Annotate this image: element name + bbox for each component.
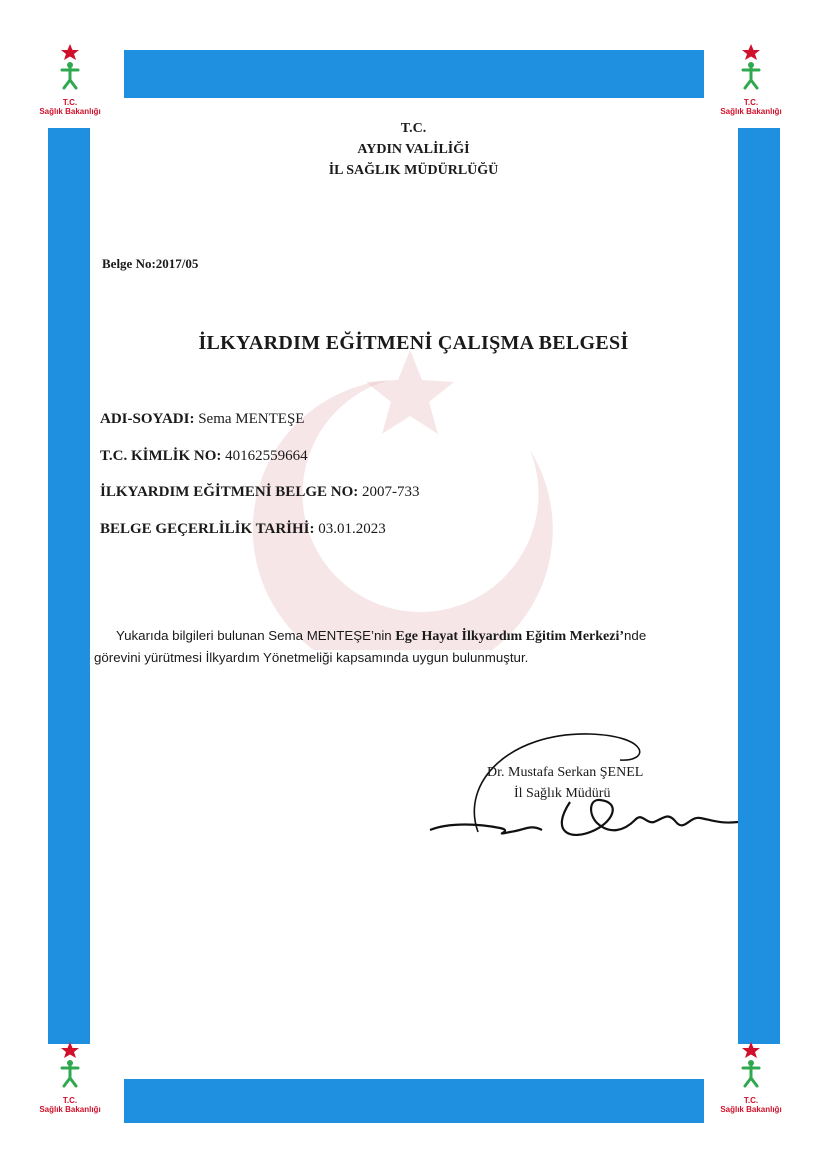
header-governorship: AYDIN VALİLİĞİ bbox=[357, 142, 470, 157]
paragraph-text-1: Yukarıda bilgileri bulunan Sema MENTEŞE’nin bbox=[116, 628, 396, 643]
ministry-emblem-icon bbox=[48, 1040, 92, 1096]
logo-text-ministry: Sağlık Bakanlığı bbox=[39, 107, 101, 116]
field-tc-id bbox=[100, 448, 308, 465]
field-validity-date-label: BELGE GEÇERLİLİK TARİHİ: bbox=[100, 521, 315, 537]
field-name-value: Sema MENTEŞE bbox=[198, 411, 305, 427]
ministry-emblem-icon bbox=[48, 42, 92, 98]
frame-bar-right bbox=[738, 128, 780, 1044]
paragraph-line-1 bbox=[94, 625, 744, 647]
frame-bar-bottom bbox=[124, 1079, 704, 1123]
field-tc-id-value: 40162559664 bbox=[225, 448, 308, 464]
logo-text-ministry: Sağlık Bakanlığı bbox=[720, 107, 782, 116]
ministry-logo-top-right bbox=[716, 42, 786, 122]
ministry-logo-bottom-right bbox=[716, 1040, 786, 1120]
ministry-logo-top-left bbox=[35, 42, 105, 122]
paragraph-center-name: Ege Hayat İlkyardım Eğitim Merkezi’ bbox=[395, 629, 625, 644]
document-title: İLKYARDIM EĞİTMENİ ÇALIŞMA BELGESİ bbox=[198, 332, 629, 354]
paragraph-line-2: görevini yürütmesi İlkyardım Yönetmeliği kapsamında uygun bulunmuştur. bbox=[94, 650, 529, 665]
issuer-header bbox=[0, 118, 827, 181]
field-certificate-no bbox=[100, 484, 420, 501]
field-certificate-no-label: İLKYARDIM EĞİTMENİ BELGE NO: bbox=[100, 484, 359, 500]
header-tc: T.C. bbox=[400, 121, 427, 136]
approval-paragraph bbox=[94, 625, 744, 668]
field-name-label: ADI-SOYADI: bbox=[100, 411, 195, 427]
logo-text-tc: T.C. bbox=[62, 98, 78, 107]
paragraph-text-2: nde bbox=[624, 628, 647, 643]
frame-bar-left bbox=[48, 128, 90, 1044]
frame-bar-top bbox=[124, 50, 704, 98]
ministry-logo-bottom-left bbox=[35, 1040, 105, 1120]
logo-text-ministry: Sağlık Bakanlığı bbox=[720, 1105, 782, 1114]
field-validity-date-value: 03.01.2023 bbox=[318, 521, 386, 537]
field-certificate-no-value: 2007-733 bbox=[362, 484, 420, 500]
ministry-emblem-icon bbox=[729, 42, 773, 98]
header-directorate: İL SAĞLIK MÜDÜRLÜĞÜ bbox=[328, 163, 499, 178]
logo-text-tc: T.C. bbox=[62, 1096, 78, 1105]
document-number: Belge No:2017/05 bbox=[102, 256, 199, 271]
logo-text-tc: T.C. bbox=[743, 98, 759, 107]
signatory-name: Dr. Mustafa Serkan ŞENEL bbox=[487, 765, 644, 780]
ministry-emblem-icon bbox=[729, 1040, 773, 1096]
field-name bbox=[100, 411, 304, 428]
handwritten-signature bbox=[420, 712, 750, 852]
field-validity-date bbox=[100, 521, 386, 538]
signatory-title: İl Sağlık Müdürü bbox=[514, 786, 611, 801]
field-tc-id-label: T.C. KİMLİK NO: bbox=[100, 448, 222, 464]
logo-text-ministry: Sağlık Bakanlığı bbox=[39, 1105, 101, 1114]
logo-text-tc: T.C. bbox=[743, 1096, 759, 1105]
